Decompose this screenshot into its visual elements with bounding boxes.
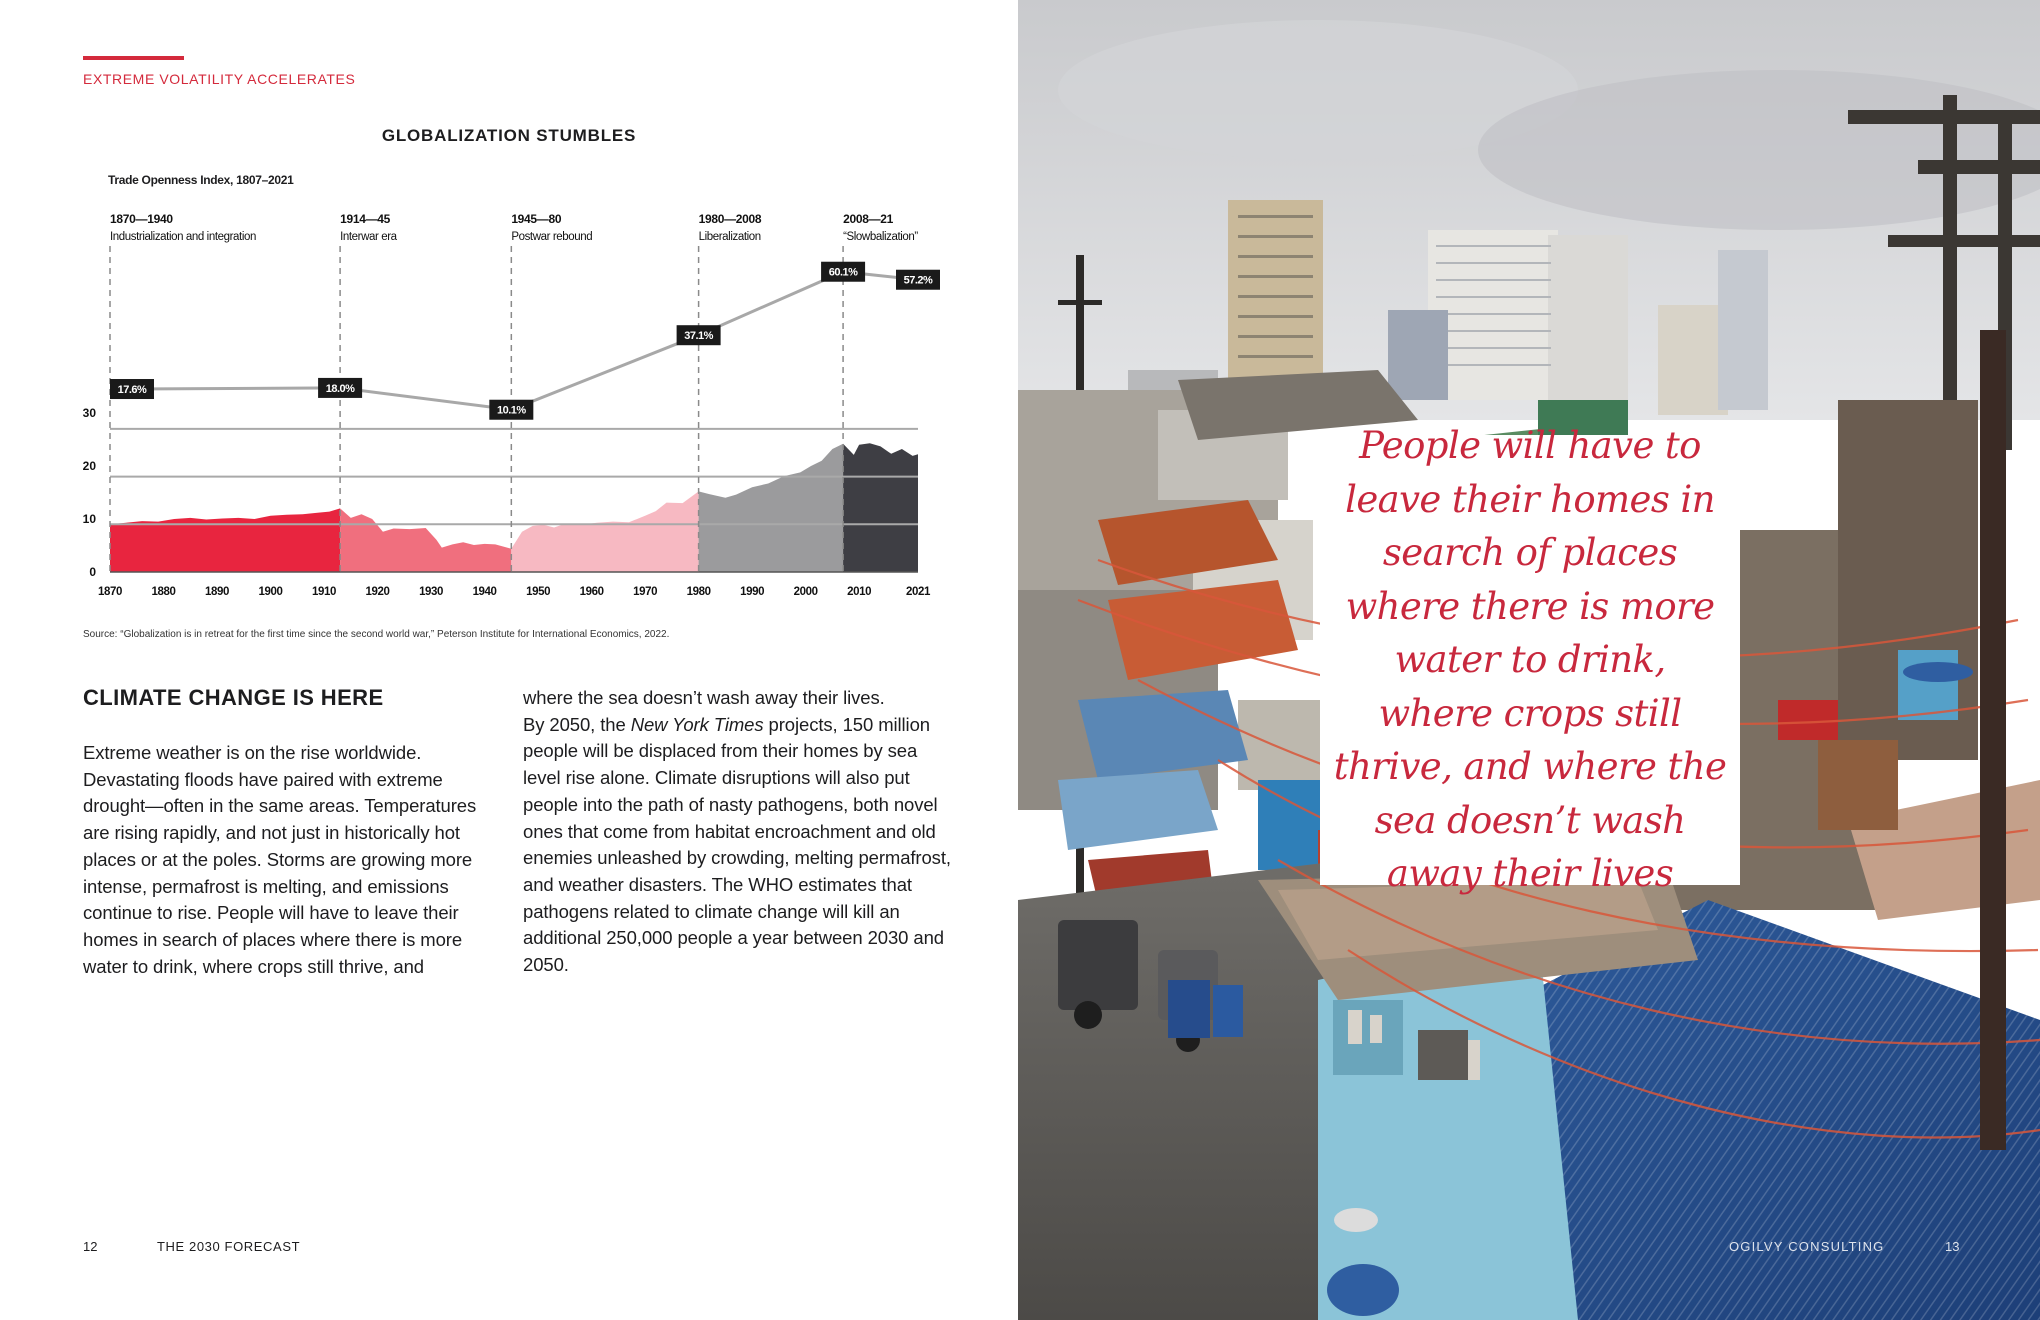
x-tick-label: 1920 <box>365 586 390 598</box>
article-paragraph: Extreme weather is on the rise worldwide. Devastating floods have paired with extreme drought—often in the same areas. Temperatures are rising rapidly, and not just in historically hot places or at the poles. Storms are growing more intense, permafrost is melting, and emissions continue to rise. People will have to leave their homes in search of places where there is more water to drink, where crops still thrive, and <box>83 742 477 977</box>
trade-openness-chart <box>0 0 1018 640</box>
era-area <box>699 444 844 572</box>
chart-subtitle: Trade Openness Index, 1807–2021 <box>108 173 294 187</box>
x-tick-label: 1880 <box>151 586 176 598</box>
era-label: Postwar rebound <box>511 231 593 243</box>
era-label: Industrialization and integration <box>110 231 256 243</box>
era-label: Interwar era <box>340 231 397 243</box>
chart-title: GLOBALIZATION STUMBLES <box>381 126 637 145</box>
x-tick-label: 1930 <box>419 586 444 598</box>
y-tick-label: 30 <box>82 406 96 420</box>
index-value-label: 37.1% <box>684 330 713 343</box>
era-label: “Slowbalization” <box>843 231 918 243</box>
era-area <box>110 508 340 572</box>
x-tick-label: 1940 <box>472 586 497 598</box>
era-years: 1914—45 <box>340 212 391 226</box>
index-value-label: 18.0% <box>325 382 355 395</box>
x-tick-label: 1960 <box>579 586 604 598</box>
left-page <box>0 0 1018 1320</box>
pull-quote: People will have to leave their homes in search of places where there is more water to drink, where crops still thrive, and where the sea doesn’t wash away their lives <box>1333 424 1727 896</box>
era-years: 1870—1940 <box>110 212 173 226</box>
chart-source: Source: “Globalization is in retreat for the first time since the second world war,” Peterson Institute for International Economics, 2022. <box>83 629 670 640</box>
era-years: 1980—2008 <box>698 212 762 226</box>
era-area <box>340 508 511 572</box>
x-tick-label: 1900 <box>258 586 283 598</box>
publication-name: New York Times <box>630 713 764 735</box>
index-value-label: 17.6% <box>117 384 147 397</box>
article-text: projects, 150 million people will be displaced from their homes by sea level rise alone. Climate disruptions will also put people into the path of nasty pathogens, both novel ones that come from habitat encroachment and old enemies unleashed by crowding, melting permafrost, and weather disasters. The WHO estimates that pathogens related to climate change will kill an additional 250,000 people a year between 2030 and 2050. <box>523 713 951 976</box>
x-tick-label: 1970 <box>633 586 658 598</box>
era-years: 2008—21 <box>843 212 894 226</box>
page-number-right: 13 <box>1945 1239 1960 1254</box>
index-value-label: 10.1% <box>496 404 526 417</box>
y-tick-label: 10 <box>82 512 96 526</box>
article-column-2 <box>523 685 953 979</box>
x-tick-label: 1910 <box>312 586 337 598</box>
article-column-1 <box>83 740 501 980</box>
x-tick-label: 2000 <box>793 586 818 598</box>
x-tick-label: 1870 <box>98 586 122 598</box>
section-label: EXTREME VOLATILITY ACCELERATES <box>83 71 356 87</box>
x-tick-label: 1990 <box>740 586 765 598</box>
brand-name: OGILVY CONSULTING <box>1729 1239 1885 1254</box>
x-tick-label: 2010 <box>847 586 872 598</box>
pull-quote-box <box>1320 424 1740 896</box>
x-tick-label: 1950 <box>526 586 551 598</box>
x-tick-label: 1980 <box>686 586 711 598</box>
y-tick-label: 0 <box>89 565 96 579</box>
article-text: By 2050, the <box>523 713 631 735</box>
era-years: 1945—80 <box>511 212 562 226</box>
article-paragraph <box>523 712 953 979</box>
index-value-label: 60.1% <box>828 266 858 279</box>
era-label: Liberalization <box>698 231 761 243</box>
era-area <box>511 491 698 572</box>
y-tick-label: 20 <box>82 459 96 473</box>
article-paragraph-continued: where the sea doesn’t wash away their lives. <box>523 687 885 708</box>
index-line <box>132 272 918 410</box>
publication-title: THE 2030 FORECAST <box>157 1239 301 1254</box>
x-tick-label: 1890 <box>205 586 230 598</box>
article-heading: CLIMATE CHANGE IS HERE <box>83 685 384 710</box>
x-tick-label: 2021 <box>906 586 930 598</box>
page-number-left: 12 <box>83 1239 98 1254</box>
index-value-label: 57.2% <box>903 274 933 287</box>
era-area <box>843 443 918 572</box>
